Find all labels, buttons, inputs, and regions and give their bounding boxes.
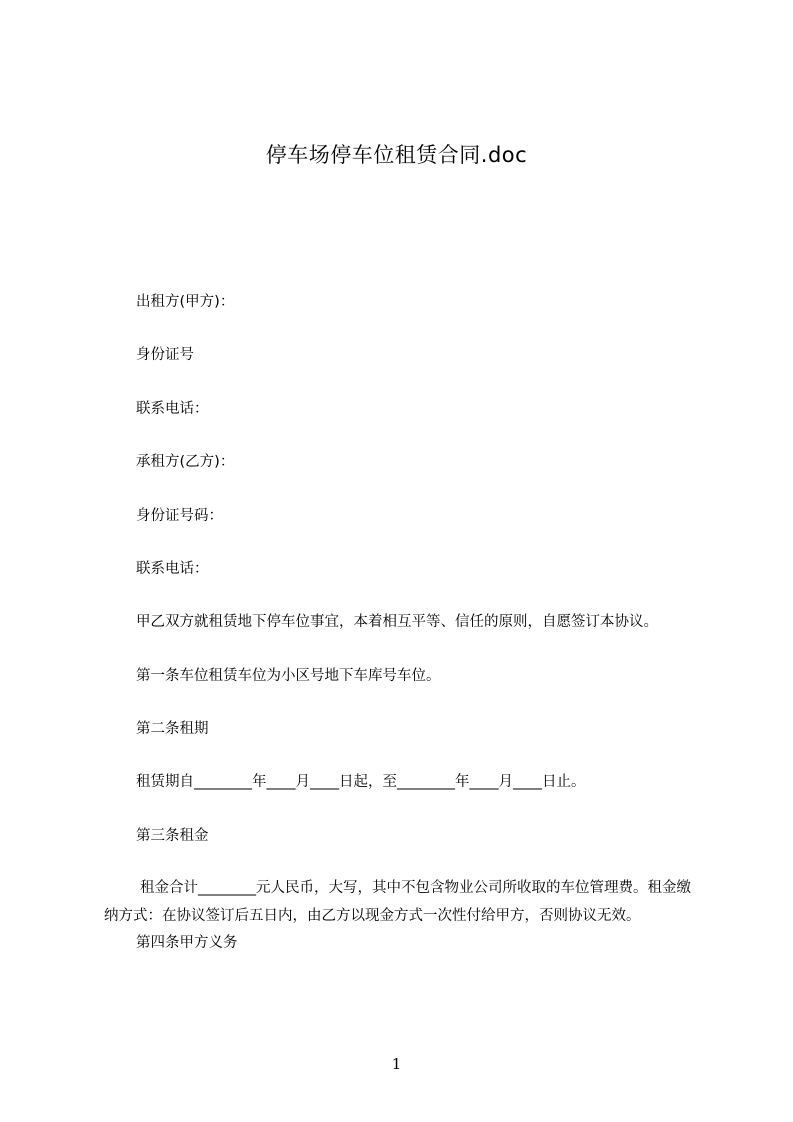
agreement-intro-line: 甲乙双方就租赁地下停车位事宜，本着相互平等、信任的原则，自愿签订本协议。	[136, 614, 658, 630]
lessor-line: 出租方(甲方)：	[136, 294, 235, 310]
document-title: 停车场停车位租赁合同.doc	[265, 143, 528, 167]
lessee-phone-line: 联系电话：	[136, 561, 209, 577]
article-one-line: 第一条车位租赁车位为小区号地下车库号车位。	[136, 668, 441, 684]
article-four-heading: 第四条甲方义务	[136, 935, 238, 951]
lessee-line: 承租方(乙方)：	[136, 454, 235, 470]
article-three-heading: 第三条租金	[136, 828, 209, 844]
page-number: 1	[391, 1055, 402, 1073]
lessor-id-line: 身份证号	[136, 347, 194, 363]
rent-paragraph: 租金合计________元人民币，大写，其中不包含物业公司所收取的车位管理费。租金缴纳方式：在协议签订后五日内，由乙方以现金方式一次性付给甲方，否则协议无效。	[104, 880, 691, 924]
lessee-id-line: 身份证号码：	[136, 508, 223, 524]
lessor-phone-line: 联系电话：	[136, 401, 209, 417]
lease-term-line: 租赁期自________年____月____日起，至________年____月____日止。	[136, 774, 586, 790]
article-two-heading: 第二条租期	[136, 721, 209, 737]
